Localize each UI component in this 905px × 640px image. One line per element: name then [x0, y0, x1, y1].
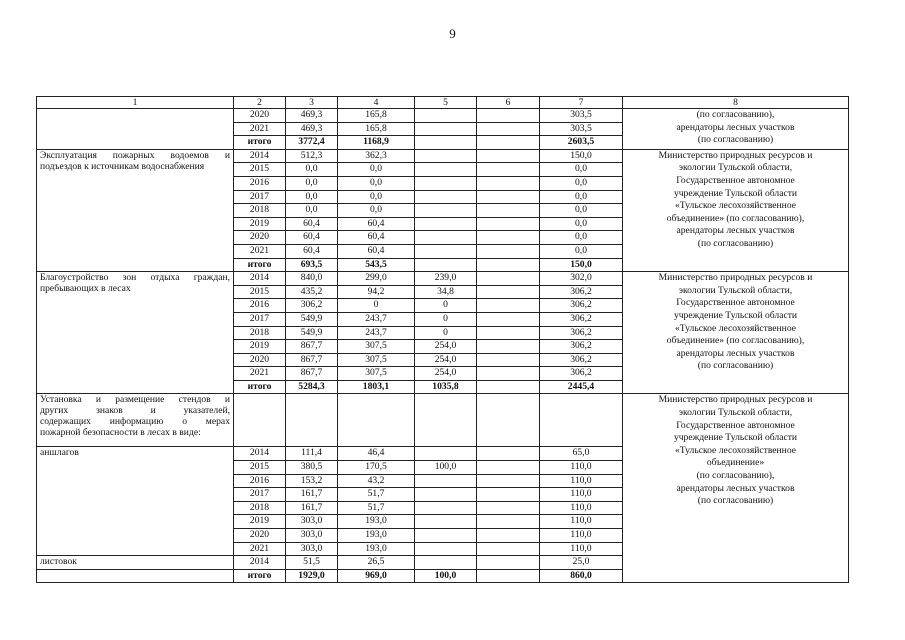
value-cell: 306,2 [540, 340, 623, 354]
value-cell: 0,0 [338, 204, 415, 218]
total-value: 1803,1 [338, 380, 415, 394]
value-cell: 0 [415, 299, 477, 313]
total-label: итого [234, 569, 286, 583]
value-cell: 60,4 [286, 217, 338, 231]
year-cell: 2017 [234, 488, 286, 502]
value-cell: 60,4 [338, 217, 415, 231]
total-value: 969,0 [338, 569, 415, 583]
value-cell [477, 176, 540, 190]
value-cell [477, 149, 540, 163]
value-cell [415, 394, 477, 447]
value-cell: 303,0 [286, 529, 338, 543]
value-cell: 65,0 [540, 447, 623, 461]
value-cell: 469,3 [286, 122, 338, 136]
value-cell: 0 [415, 312, 477, 326]
value-cell [477, 556, 540, 570]
year-cell: 2020 [234, 353, 286, 367]
page-number: 9 [449, 26, 456, 41]
activity-line: Эксплуатация пожарных водоемов и [40, 149, 230, 161]
year-cell: 2021 [234, 542, 286, 556]
total-value: 860,0 [540, 569, 623, 583]
total-label: итого [234, 136, 286, 150]
value-cell: 193,0 [338, 515, 415, 529]
org-line: Министерство природных ресурсов и [658, 149, 813, 161]
value-cell: 243,7 [338, 326, 415, 340]
value-cell [415, 176, 477, 190]
value-cell [415, 204, 477, 218]
header-cell: 7 [540, 97, 623, 109]
activity-line: Благоустройство зон отдыха граждан, [40, 272, 230, 284]
value-cell [415, 515, 477, 529]
value-cell: 110,0 [540, 461, 623, 475]
value-cell: 51,7 [338, 501, 415, 515]
value-cell: 306,2 [540, 299, 623, 313]
value-cell [477, 447, 540, 461]
value-cell: 165,8 [338, 122, 415, 136]
responsible-cell [623, 272, 849, 394]
total-value [477, 258, 540, 272]
value-cell: 0,0 [540, 163, 623, 177]
total-value [477, 136, 540, 150]
value-cell: 170,5 [338, 461, 415, 475]
value-cell: 306,2 [540, 326, 623, 340]
value-cell: 110,0 [540, 542, 623, 556]
value-cell [477, 501, 540, 515]
value-cell: 0,0 [286, 190, 338, 204]
value-cell: 51,7 [338, 488, 415, 502]
header-row [37, 97, 849, 109]
total-value: 1035,8 [415, 380, 477, 394]
year-cell: 2018 [234, 326, 286, 340]
value-cell [415, 474, 477, 488]
total-value: 1168,9 [338, 136, 415, 150]
value-cell: 100,0 [415, 461, 477, 475]
total-value: 2445,4 [540, 380, 623, 394]
total-value: 3772,4 [286, 136, 338, 150]
year-cell: 2021 [234, 122, 286, 136]
total-value [415, 136, 477, 150]
sub-activity-cell [37, 556, 234, 570]
value-cell: 306,2 [540, 312, 623, 326]
org-line: арендаторы лесных участков [676, 347, 795, 359]
value-cell [415, 190, 477, 204]
org-line: (по согласованию) [697, 360, 774, 372]
value-cell: 43,2 [338, 474, 415, 488]
value-cell: 840,0 [286, 272, 338, 286]
sub-activity-label: листовок [40, 556, 77, 568]
sub-activity-label: аншлагов [40, 447, 79, 459]
value-cell: 307,5 [338, 353, 415, 367]
value-cell: 549,9 [286, 312, 338, 326]
total-value: 150,0 [540, 258, 623, 272]
table-row [37, 149, 849, 163]
value-cell: 193,0 [338, 529, 415, 543]
value-cell [477, 231, 540, 245]
org-line: экологии Тульской области, [678, 284, 793, 296]
forest-fire-measures-table [36, 96, 849, 583]
year-cell: 2021 [234, 244, 286, 258]
value-cell [477, 367, 540, 381]
value-cell [477, 326, 540, 340]
year-cell: 2016 [234, 299, 286, 313]
value-cell [477, 461, 540, 475]
value-cell [415, 501, 477, 515]
value-cell [415, 542, 477, 556]
year-cell: 2017 [234, 190, 286, 204]
org-line: учреждение Тульской области [673, 187, 798, 199]
value-cell: 303,5 [540, 122, 623, 136]
year-cell: 2016 [234, 474, 286, 488]
year-cell: 2021 [234, 367, 286, 381]
org-line: «Тульское лесохозяйственное [674, 322, 796, 334]
value-cell: 51,5 [286, 556, 338, 570]
value-cell: 94,2 [338, 285, 415, 299]
value-cell: 165,8 [338, 109, 415, 123]
value-cell: 435,2 [286, 285, 338, 299]
year-cell: 2015 [234, 285, 286, 299]
value-cell: 243,7 [338, 312, 415, 326]
org-line: (по согласованию) [697, 237, 774, 249]
value-cell [477, 340, 540, 354]
value-cell: 512,3 [286, 149, 338, 163]
value-cell: 549,9 [286, 326, 338, 340]
total-label: итого [234, 258, 286, 272]
org-line: арендаторы лесных участков [676, 121, 795, 133]
value-cell: 306,2 [540, 353, 623, 367]
table-row [37, 394, 849, 447]
value-cell: 306,2 [286, 299, 338, 313]
value-cell: 0,0 [540, 190, 623, 204]
value-cell: 469,3 [286, 109, 338, 123]
value-cell [415, 149, 477, 163]
activity-cell [37, 109, 234, 150]
value-cell [477, 217, 540, 231]
header-cell: 4 [338, 97, 415, 109]
activity-cell [37, 272, 234, 394]
value-cell [477, 122, 540, 136]
total-value [477, 380, 540, 394]
activity-line: пожарной безопасности в лесах в виде: [40, 427, 201, 439]
value-cell: 0 [415, 326, 477, 340]
value-cell [415, 122, 477, 136]
org-line: арендаторы лесных участков [676, 482, 795, 494]
year-cell: 2016 [234, 176, 286, 190]
value-cell [477, 109, 540, 123]
value-cell: 110,0 [540, 474, 623, 488]
value-cell: 307,5 [338, 340, 415, 354]
value-cell [415, 163, 477, 177]
org-line: Министерство природных ресурсов и [658, 394, 813, 406]
value-cell: 306,2 [540, 367, 623, 381]
value-cell [477, 190, 540, 204]
org-line: учреждение Тульской области [673, 432, 798, 444]
value-cell [415, 488, 477, 502]
org-line: экологии Тульской области, [678, 407, 793, 419]
value-cell: 299,0 [338, 272, 415, 286]
total-value: 5284,3 [286, 380, 338, 394]
value-cell: 0,0 [286, 176, 338, 190]
year-cell: 2014 [234, 149, 286, 163]
year-cell: 2020 [234, 231, 286, 245]
activity-line: пребывающих в лесах [40, 283, 131, 295]
value-cell: 0,0 [338, 176, 415, 190]
year-cell: 2020 [234, 529, 286, 543]
value-cell: 254,0 [415, 367, 477, 381]
org-line: арендаторы лесных участков [676, 225, 795, 237]
year-cell: 2014 [234, 556, 286, 570]
value-cell: 111,4 [286, 447, 338, 461]
org-line: объединение» [706, 457, 765, 469]
value-cell: 302,0 [540, 272, 623, 286]
value-cell: 0,0 [338, 190, 415, 204]
org-line: «Тульское лесохозяйственное [674, 200, 796, 212]
org-line: (по согласованию), [696, 109, 775, 120]
value-cell: 153,2 [286, 474, 338, 488]
value-cell: 193,0 [338, 542, 415, 556]
org-line: (по согласованию) [697, 134, 774, 146]
table-row [37, 272, 849, 286]
year-cell: 2014 [234, 447, 286, 461]
value-cell: 239,0 [415, 272, 477, 286]
activity-line: других знаков и указателей, [40, 405, 230, 417]
value-cell: 60,4 [286, 244, 338, 258]
value-cell: 867,7 [286, 367, 338, 381]
value-cell [477, 529, 540, 543]
value-cell [338, 394, 415, 447]
value-cell: 60,4 [338, 244, 415, 258]
value-cell: 26,5 [338, 556, 415, 570]
value-cell [477, 515, 540, 529]
org-line: (по согласованию), [696, 470, 775, 482]
value-cell: 380,5 [286, 461, 338, 475]
sub-activity-cell [37, 447, 234, 556]
value-cell [415, 556, 477, 570]
value-cell: 0,0 [540, 217, 623, 231]
value-cell: 60,4 [286, 231, 338, 245]
year-cell: 2020 [234, 109, 286, 123]
year-cell: 2015 [234, 461, 286, 475]
value-cell [477, 204, 540, 218]
org-line: объединение» (по согласованию), [666, 212, 805, 224]
value-cell: 0,0 [286, 163, 338, 177]
year-cell: 2019 [234, 217, 286, 231]
total-value: 1929,0 [286, 569, 338, 583]
org-line: Государственное автономное [676, 174, 795, 186]
activity-line: подъездов к источникам водоснабжения [40, 160, 205, 172]
total-label: итого [234, 380, 286, 394]
year-cell: 2018 [234, 204, 286, 218]
value-cell [477, 474, 540, 488]
value-cell [415, 217, 477, 231]
value-cell [477, 285, 540, 299]
value-cell: 25,0 [540, 556, 623, 570]
value-cell: 867,7 [286, 353, 338, 367]
org-line: Государственное автономное [676, 297, 795, 309]
org-line: Министерство природных ресурсов и [658, 272, 813, 284]
org-line: учреждение Тульской области [673, 309, 798, 321]
header-cell: 2 [234, 97, 286, 109]
activity-line: Установка и размещение стендов и [40, 394, 230, 406]
value-cell [286, 394, 338, 447]
value-cell: 867,7 [286, 340, 338, 354]
value-cell: 161,7 [286, 488, 338, 502]
value-cell: 254,0 [415, 353, 477, 367]
total-value: 543,5 [338, 258, 415, 272]
value-cell [477, 163, 540, 177]
value-cell [415, 231, 477, 245]
value-cell [477, 394, 540, 447]
year-cell: 2015 [234, 163, 286, 177]
year-cell: 2014 [234, 272, 286, 286]
value-cell: 110,0 [540, 501, 623, 515]
value-cell [415, 447, 477, 461]
value-cell [477, 312, 540, 326]
value-cell: 303,5 [540, 109, 623, 123]
header-cell: 8 [623, 97, 849, 109]
value-cell: 303,0 [286, 542, 338, 556]
org-line: (по согласованию) [697, 495, 774, 507]
header-cell: 5 [415, 97, 477, 109]
year-cell: 2019 [234, 340, 286, 354]
value-cell [415, 529, 477, 543]
total-value: 693,5 [286, 258, 338, 272]
total-value: 2603,5 [540, 136, 623, 150]
value-cell: 46,4 [338, 447, 415, 461]
total-value [477, 569, 540, 583]
org-line: Государственное автономное [676, 419, 795, 431]
value-cell: 110,0 [540, 529, 623, 543]
activity-cell [37, 149, 234, 271]
activity-cell [37, 569, 234, 583]
value-cell: 60,4 [338, 231, 415, 245]
value-cell: 110,0 [540, 488, 623, 502]
value-cell: 307,5 [338, 367, 415, 381]
value-cell: 362,3 [338, 149, 415, 163]
total-value [415, 258, 477, 272]
value-cell [477, 353, 540, 367]
header-cell: 6 [477, 97, 540, 109]
total-value: 100,0 [415, 569, 477, 583]
table-row [37, 109, 849, 123]
year-cell: 2017 [234, 312, 286, 326]
org-line: экологии Тульской области, [678, 162, 793, 174]
year-cell [234, 394, 286, 447]
year-cell: 2019 [234, 515, 286, 529]
value-cell: 0,0 [286, 204, 338, 218]
year-cell: 2018 [234, 501, 286, 515]
value-cell: 0 [338, 299, 415, 313]
value-cell [415, 109, 477, 123]
value-cell: 0,0 [338, 163, 415, 177]
value-cell: 34,8 [415, 285, 477, 299]
value-cell: 0,0 [540, 176, 623, 190]
activity-line: содержащих информацию о мерах [40, 416, 230, 428]
value-cell: 0,0 [540, 244, 623, 258]
header-cell: 3 [286, 97, 338, 109]
value-cell: 0,0 [540, 231, 623, 245]
responsible-cell [623, 149, 849, 271]
activity-cell [37, 394, 234, 447]
org-line: «Тульское лесохозяйственное [674, 444, 796, 456]
responsible-cell [623, 109, 849, 150]
header-cell: 1 [37, 97, 234, 109]
value-cell [477, 299, 540, 313]
value-cell [477, 542, 540, 556]
responsible-cell [623, 394, 849, 583]
value-cell: 306,2 [540, 285, 623, 299]
value-cell: 150,0 [540, 149, 623, 163]
value-cell [415, 244, 477, 258]
org-line: объединение» (по согласованию), [666, 335, 805, 347]
value-cell: 254,0 [415, 340, 477, 354]
value-cell: 110,0 [540, 515, 623, 529]
value-cell [540, 394, 623, 447]
value-cell: 161,7 [286, 501, 338, 515]
value-cell [477, 272, 540, 286]
value-cell [477, 244, 540, 258]
value-cell: 0,0 [540, 204, 623, 218]
value-cell: 303,0 [286, 515, 338, 529]
value-cell [477, 488, 540, 502]
